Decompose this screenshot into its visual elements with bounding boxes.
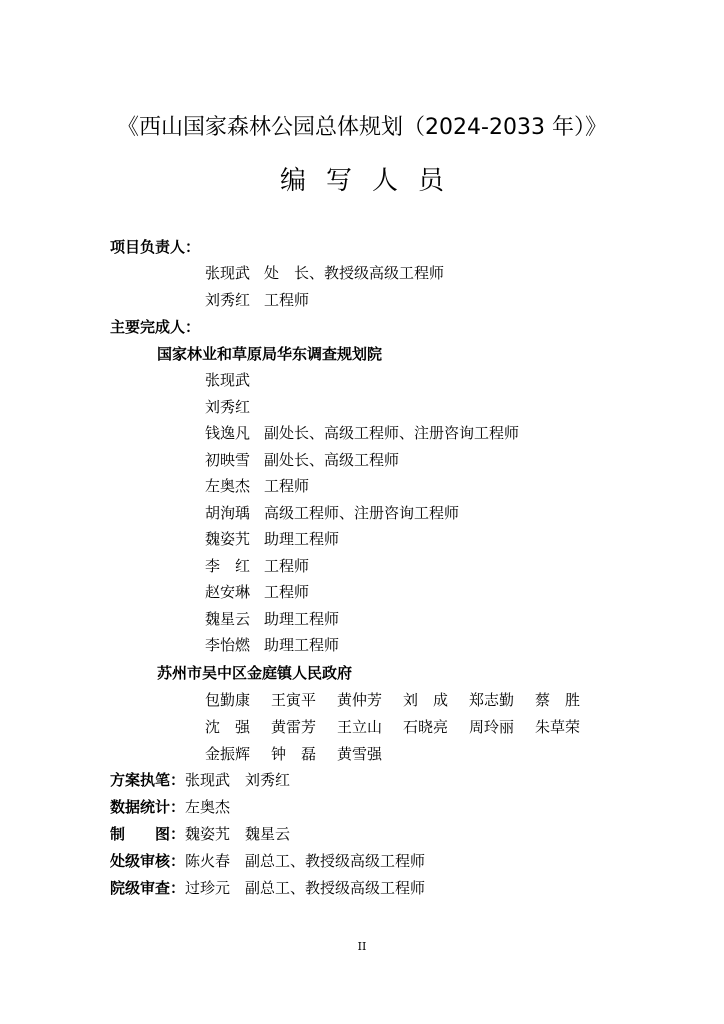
page-number: II <box>357 940 367 953</box>
inst-review-label: 院级审查： <box>110 879 186 897</box>
drawing-value: 魏姿艽 魏星云 <box>185 825 291 843</box>
member-name: 蔡 胜 <box>535 691 581 709</box>
member-name: 左奥杰 <box>205 477 251 495</box>
member-row <box>205 397 250 417</box>
member-role: 副处长、高级工程师、注册咨询工程师 <box>264 424 520 442</box>
org-name: 国家林业和草原局华东调查规划院 <box>157 345 383 363</box>
member-name: 初映雪 <box>205 450 251 469</box>
inst-review-row <box>110 878 425 898</box>
member-row <box>205 582 309 602</box>
project-leader-row <box>205 290 309 310</box>
member-row <box>205 423 519 443</box>
project-leader-row <box>205 263 444 283</box>
writers-value: 张现武 刘秀红 <box>185 771 291 789</box>
member-row <box>205 744 403 764</box>
member-role: 副处长、高级工程师 <box>264 450 400 469</box>
member-role: 工程师 <box>264 291 310 309</box>
member-name: 郑志勤 <box>469 691 515 709</box>
member-role: 助理工程师 <box>264 530 340 548</box>
document-subtitle: 编写人员 <box>279 166 464 196</box>
dept-review-value: 陈火春 副总工、教授级高级工程师 <box>185 852 426 870</box>
member-name: 金振辉 <box>205 745 251 763</box>
member-name: 王寅平 <box>271 691 317 709</box>
member-row <box>205 690 601 710</box>
member-role: 工程师 <box>264 556 310 575</box>
member-row <box>205 529 339 549</box>
member-name: 钱逸凡 <box>205 424 251 442</box>
member-name: 石晓亮 <box>403 718 449 736</box>
member-row <box>205 503 459 523</box>
document-title: 《西山国家森林公园总体规划（2024-2033 年）》 <box>117 115 607 140</box>
member-role: 高级工程师、注册咨询工程师 <box>264 503 460 522</box>
member-name: 张现武 <box>205 264 251 282</box>
member-name: 张现武 <box>205 371 251 389</box>
member-row <box>205 370 250 390</box>
member-row <box>205 717 601 737</box>
dept-review-row <box>110 851 425 871</box>
member-name: 王立山 <box>337 718 383 736</box>
drawing-row <box>110 824 290 844</box>
statistics-row <box>110 797 230 817</box>
statistics-label: 数据统计： <box>110 798 186 816</box>
member-name: 黄雷芳 <box>271 718 317 736</box>
member-role: 工程师 <box>264 477 310 495</box>
member-name: 魏姿艽 <box>205 530 251 548</box>
member-name: 包勤康 <box>205 691 251 709</box>
member-name: 刘 成 <box>403 691 449 709</box>
member-row <box>205 556 309 576</box>
project-leader-label: 项目负责人： <box>110 238 201 256</box>
member-name: 胡洵瑀 <box>205 503 251 522</box>
org-name: 苏州市吴中区金庭镇人民政府 <box>157 664 353 682</box>
member-row <box>205 450 399 470</box>
statistics-value: 左奥杰 <box>185 798 231 816</box>
member-name: 魏星云 <box>205 609 251 628</box>
member-row <box>205 635 339 655</box>
member-name: 沈 强 <box>205 718 251 736</box>
member-name: 赵安琳 <box>205 583 251 601</box>
member-name: 朱草荣 <box>535 718 581 736</box>
member-name: 李怡燃 <box>205 636 251 654</box>
member-role: 工程师 <box>264 583 310 601</box>
member-role: 助理工程师 <box>264 609 340 628</box>
main-contributors-label: 主要完成人： <box>110 318 201 336</box>
member-name: 周玲丽 <box>469 718 515 736</box>
member-role: 处 长、教授级高级工程师 <box>264 264 445 282</box>
member-name: 黄雪强 <box>337 745 383 763</box>
member-name: 钟 磊 <box>271 745 317 763</box>
member-name: 李 红 <box>205 556 251 575</box>
writers-row <box>110 770 290 790</box>
writers-label: 方案执笔： <box>110 771 186 789</box>
member-row <box>205 476 309 496</box>
member-name: 刘秀红 <box>205 397 251 416</box>
member-role: 助理工程师 <box>264 636 340 654</box>
member-name: 刘秀红 <box>205 291 251 309</box>
member-row <box>205 609 339 629</box>
member-name: 黄仲芳 <box>337 691 383 709</box>
drawing-label: 制 图： <box>110 825 186 843</box>
inst-review-value: 过珍元 副总工、教授级高级工程师 <box>185 879 426 897</box>
dept-review-label: 处级审核： <box>110 852 186 870</box>
